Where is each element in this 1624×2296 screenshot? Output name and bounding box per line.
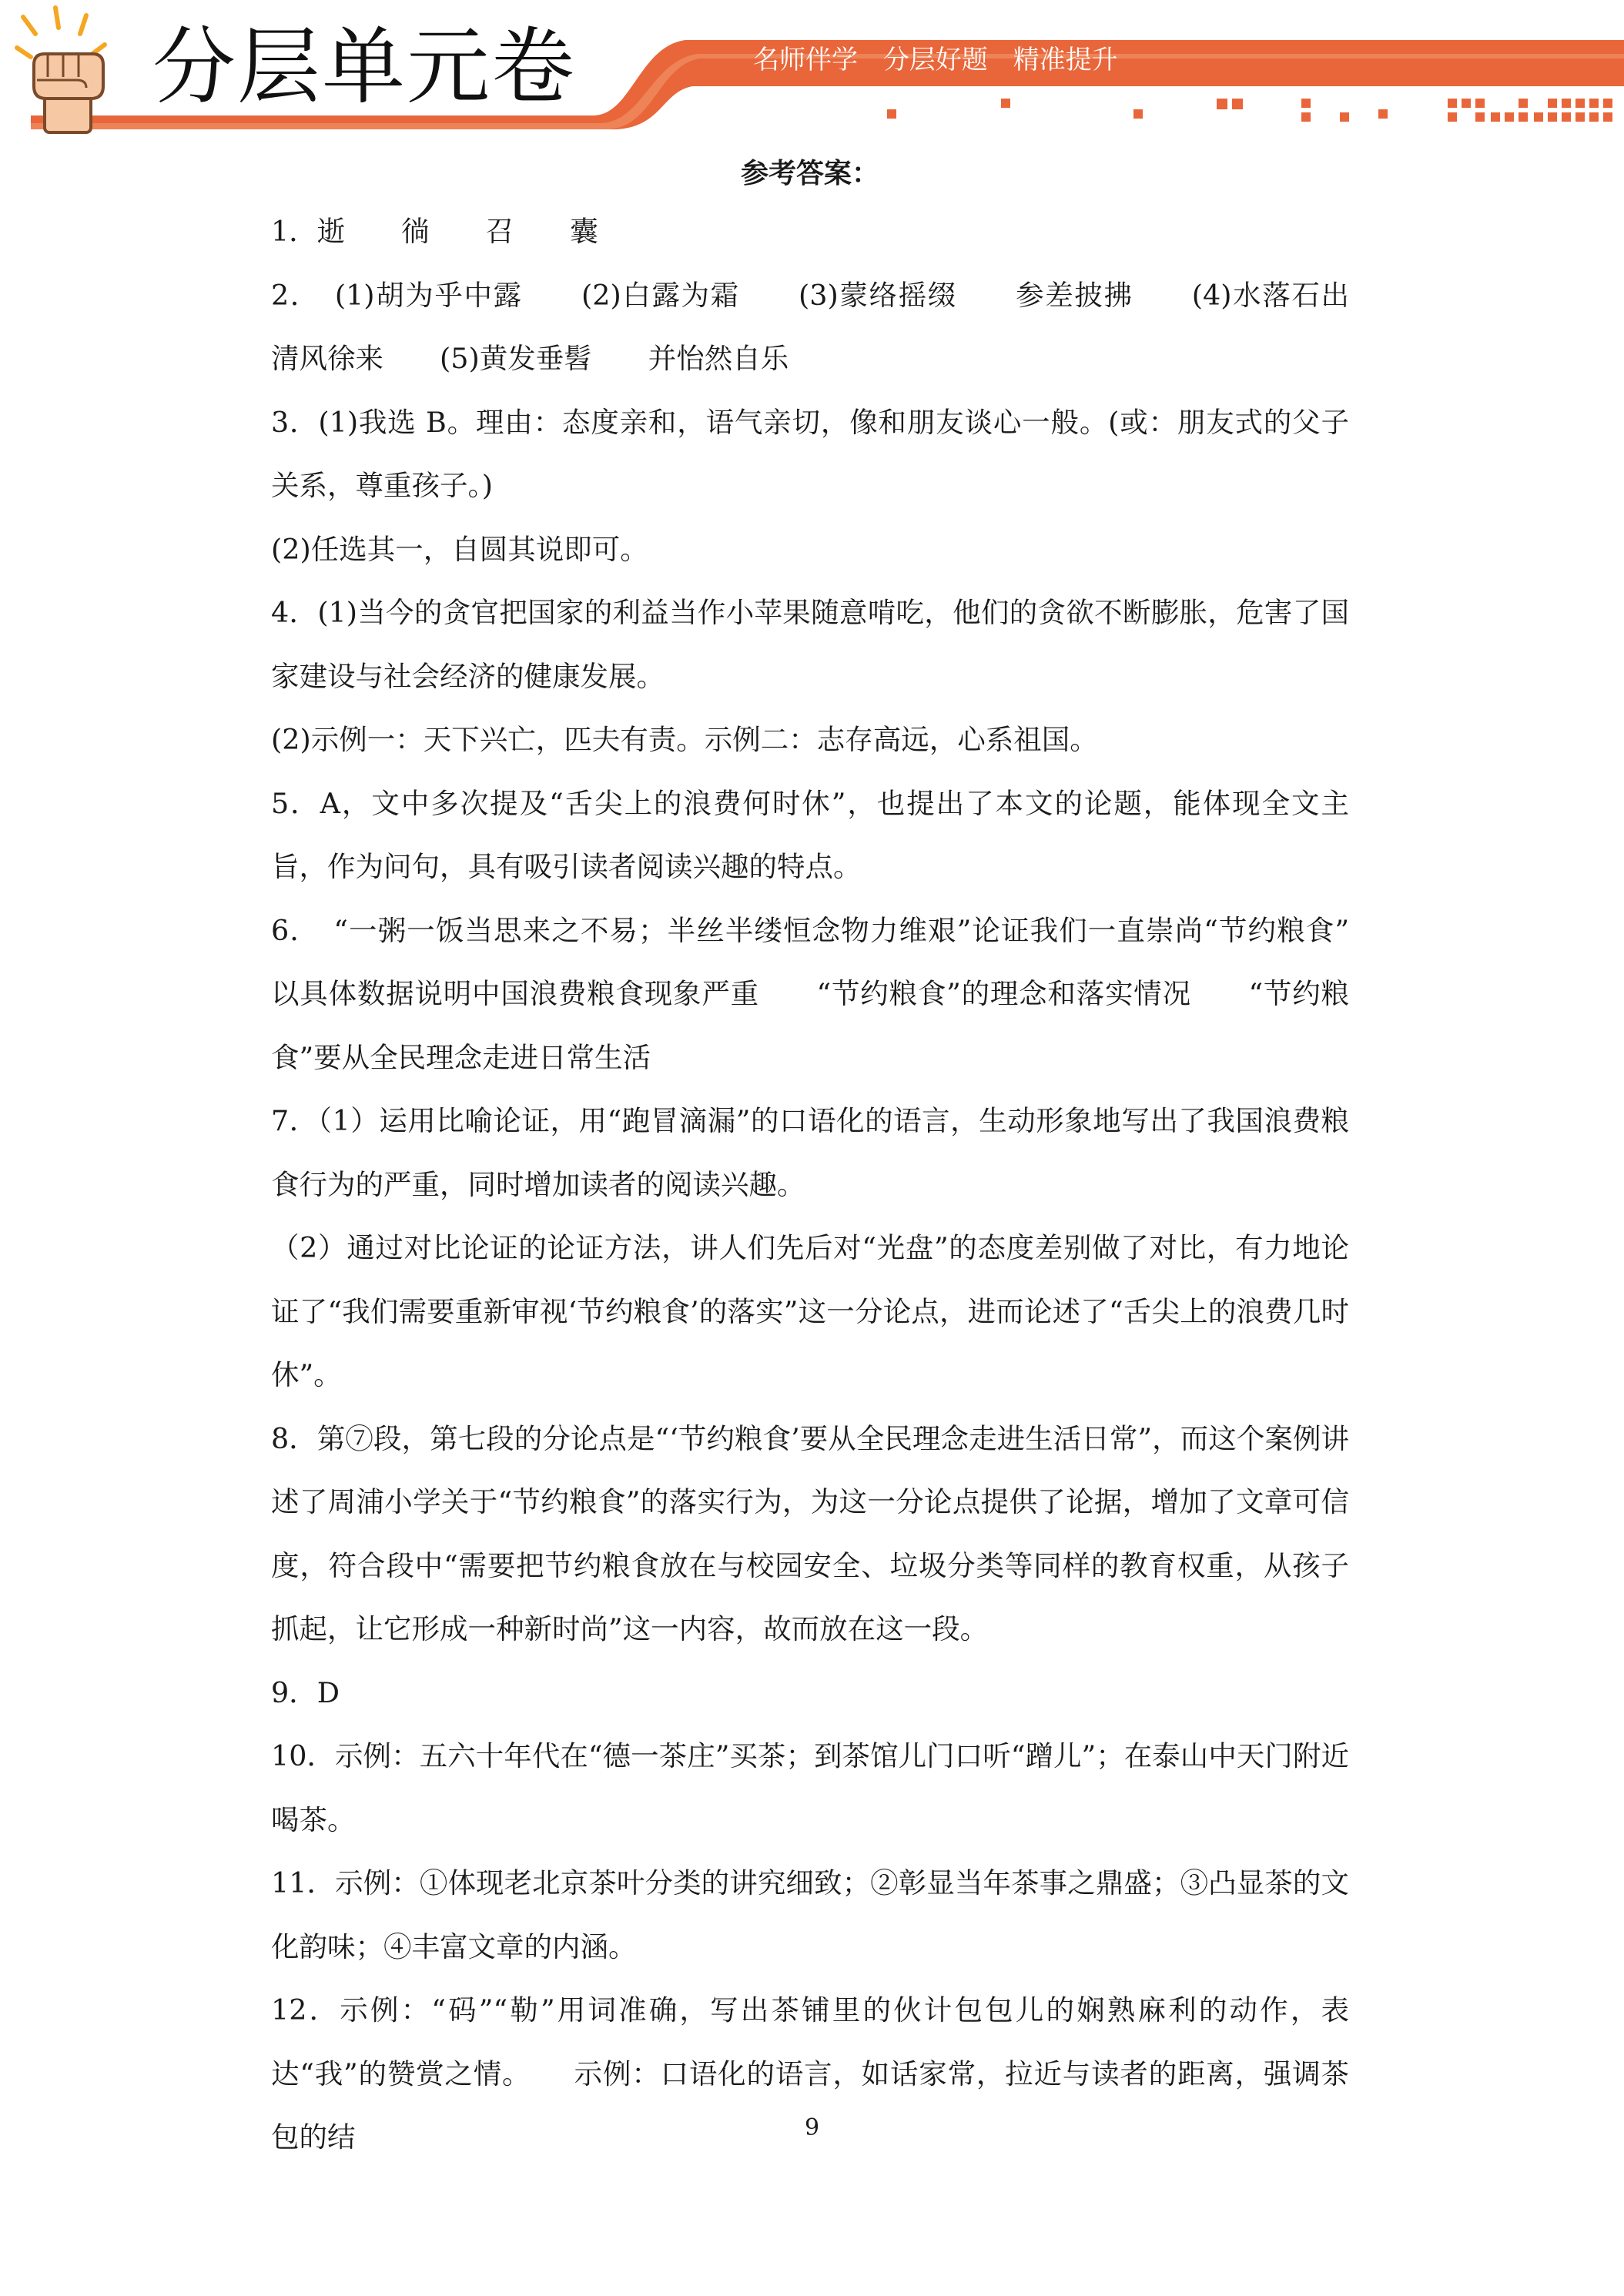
answer-item: (2)示例一：天下兴亡，匹夫有责。示例二：志存高远，心系祖国。 [271,723,1098,756]
answer-item: 2． (1)胡为乎中露 (2)白露为霜 (3)蒙络摇缀 参差披拂 (4)水落石出 清风徐来 (5)黄发垂髫 并怡然自乐 [271,278,1405,375]
answer-item: 10．示例：五六十年代在“德一茶庄”买茶；到茶馆儿门口听“蹭儿”；在泰山中天门附近喝茶。 [271,1739,1349,1836]
answers-heading: 参考答案： [740,157,879,189]
fist-raised-icon [17,8,105,132]
brand-title: 分层单元卷 [152,19,577,115]
answer-item: 1．逝 徜 召 囊 [271,215,598,248]
answer-item: 11．示例：①体现老北京茶叶分类的讲究细致；②彰显当年茶事之鼎盛；③凸显茶的文化韵味；④丰富文章的内涵。 [271,1866,1349,1963]
answer-item: 3．(1)我选 B。理由：态度亲和，语气亲切，像和朋友谈心一般。(或：朋友式的父子关系，尊重孩子。) [271,405,1349,502]
answer-item: 7．（1）运用比喻论证，用“跑冒滴漏”的口语化的语言，生动形象地写出了我国浪费粮食行为的严重，同时增加读者的阅读兴趣。 [271,1104,1349,1201]
answer-content [271,146,1405,2170]
answer-item: 8．第⑦段，第七段的分论点是“‘节约粮食’要从全民理念走进生活日常”，而这个案例讲述了周浦小学关于“节约粮食”的落实行为，为这一分论点提供了论据，增加了文章可信度，符合段中“需要把节约粮食放在与校园安全、垃圾分类等同样的教育权重，从孩子抓起，让它形成一种新时尚”这一内容，故而放在这一段。 [271,1421,1349,1645]
answer-item: (2)任选其一，自圆其说即可。 [271,532,648,566]
answer-item: 9．D [271,1675,340,1709]
answer-item: 4．(1)当今的贪官把国家的利益当作小苹果随意啃吃，他们的贪欲不断膨胀，危害了国家建设与社会经济的健康发展。 [271,596,1349,693]
answer-item: 5．A，文中多次提及“舌尖上的浪费何时休”，也提出了本文的论题，能体现全文主旨，作为问句，具有吸引读者阅读兴趣的特点。 [271,786,1349,883]
answer-item: 12．示例：“码”“勒”用词准确，写出茶铺里的伙计包包儿的娴熟麻利的动作，表达“我”的赞赏之情。 示例：口语化的语言，如话家常，拉近与读者的距离，强调茶包的结 [271,1993,1349,2154]
decorative-squares [887,99,1612,122]
page-header [0,0,1624,139]
header-slogan: 名师伴学 分层好题 精准提升 [753,45,1118,75]
answer-item: 6． “一粥一饭当思来之不易；半丝半缕恒念物力维艰”论证我们一直崇尚“节约粮食” 以具体数据说明中国浪费粮食现象严重 “节约粮食”的理念和落实情况 “节约粮食”要从全民理念走进日常生活 [271,913,1378,1074]
answer-item: （2）通过对比论证的论证方法，讲人们先后对“光盘”的态度差别做了对比，有力地论证了“我们需要重新审视‘节约粮食’的落实”这一分论点，进而论述了“舌尖上的浪费几时休”。 [271,1231,1349,1391]
page-number: 9 [804,2114,820,2141]
